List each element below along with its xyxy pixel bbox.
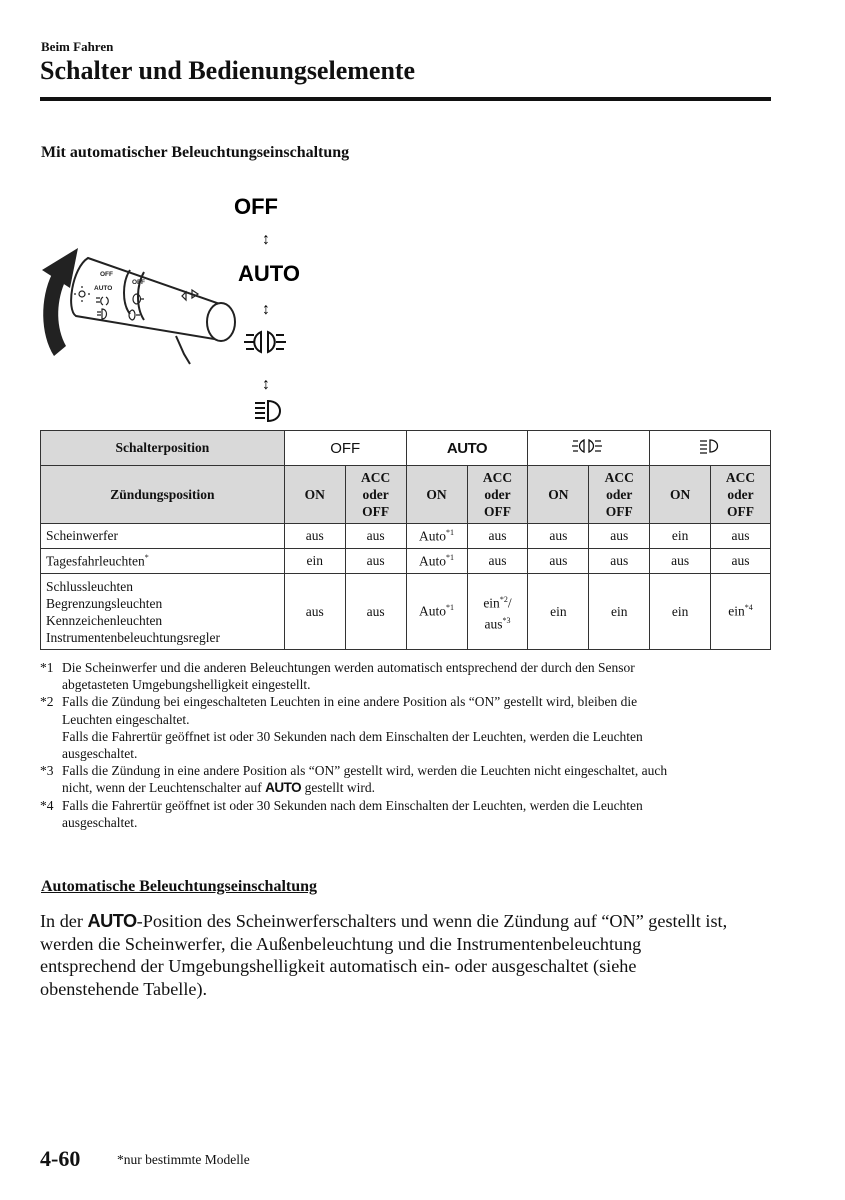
page-title: Schalter und Bedienungselemente <box>40 56 416 85</box>
table-row <box>41 549 771 574</box>
table-row <box>41 524 771 549</box>
table-cell: Auto$^{*1}$ <box>406 524 467 549</box>
footnote-2: *2 Falls die Zündung bei eingeschalteten Leuchten in eine andere Position als “ON” gestellt wird, bleiben die Leuchten eingeschaltet. Falls die Fahrertür geöffnet ist oder 30 Sekunden nach dem Einschalten der Leuchten, werden die Leuchten ausgeschaltet. <box>40 694 643 762</box>
table-cell: aus <box>650 549 711 574</box>
ign-acc-2: ACC oder OFF <box>467 466 528 524</box>
table-cell: aus <box>345 524 406 549</box>
headlight-icon <box>255 401 280 421</box>
table-cell: aus <box>711 524 771 549</box>
table-cell: Auto$^{*1}$ <box>406 574 467 650</box>
ign-on-4: ON <box>650 466 711 524</box>
light-position-table <box>40 430 771 650</box>
table-cell: aus <box>528 524 589 549</box>
ign-acc-1: ACC oder OFF <box>345 466 406 524</box>
stalk-label-off-outer: OFF <box>100 271 113 278</box>
row-label-headlights: Scheinwerfer <box>41 524 285 549</box>
table-cell: ein <box>284 549 345 574</box>
table-cell: aus <box>284 574 345 650</box>
state-arrow-3: ↕ <box>262 376 270 393</box>
state-off-label: OFF <box>234 194 278 219</box>
table-cell: aus <box>284 524 345 549</box>
table-cell: aus <box>345 574 406 650</box>
table-row <box>41 574 771 650</box>
table-cell: aus <box>528 549 589 574</box>
ign-on-2: ON <box>406 466 467 524</box>
table-header-row <box>41 431 771 466</box>
table-cell: ein <box>650 524 711 549</box>
position-headlight <box>650 431 771 466</box>
ign-acc-3: ACC oder OFF <box>589 466 650 524</box>
ignition-position-header: Zündungsposition <box>41 466 285 524</box>
table-cell: aus <box>467 549 528 574</box>
ign-on-3: ON <box>528 466 589 524</box>
state-arrow-2: ↕ <box>262 301 270 318</box>
parking-light-icon <box>571 438 607 454</box>
switch-position-header: Schalterposition <box>41 431 285 466</box>
state-auto-label: AUTO <box>238 261 300 286</box>
ignition-row <box>41 466 771 524</box>
footer-note: *nur bestimmte Modelle <box>117 1152 250 1167</box>
position-off: OFF <box>284 431 406 466</box>
body-paragraph: In der AUTO-Position des Scheinwerferschalters und wenn die Zündung auf “ON” gestellt ist, werden die Scheinwerfer, die Außenbeleuchtung und die Instrumentenbeleuchtung entsprechend der Umgebungshelligkeit automatisch ein- oder ausgeschaltet (siehe obenstehende Tabelle). <box>40 911 728 999</box>
title-rule <box>40 97 771 101</box>
position-parking <box>528 431 650 466</box>
table-cell: aus <box>345 549 406 574</box>
stalk-label-off-inner: OFF <box>132 279 145 286</box>
footnote-1: *1 Die Scheinwerfer und die anderen Beleuchtungen werden automatisch entsprechend der durch den Sensor abgetasteten Umgebungshelligkeit eingestellt. <box>40 660 635 693</box>
stalk-label-auto: AUTO <box>94 285 113 292</box>
headlight-icon <box>698 438 722 454</box>
table-cell: Auto$^{*1}$ <box>406 549 467 574</box>
table-cell: ein <box>589 574 650 650</box>
table-cell: aus <box>589 524 650 549</box>
ign-on-1: ON <box>284 466 345 524</box>
parking-light-icon <box>244 332 286 352</box>
sub-heading: Mit automatischer Beleuchtungseinschaltung <box>41 144 350 161</box>
table-cell: ein <box>650 574 711 650</box>
table-cell: ein <box>528 574 589 650</box>
section-label: Beim Fahren <box>41 39 114 54</box>
table-cell: ein$^{*4}$ <box>711 574 771 650</box>
section-heading: Automatische Beleuchtungseinschaltung <box>41 878 318 895</box>
table-cell: aus <box>711 549 771 574</box>
state-arrow-1: ↕ <box>262 231 270 248</box>
light-switch-diagram <box>36 186 326 426</box>
footnote-4: *4 Falls die Fahrertür geöffnet ist oder 30 Sekunden nach dem Einschalten der Leuchten, werden die Leuchten ausgeschaltet. <box>40 797 643 830</box>
table-cell: aus <box>589 549 650 574</box>
page-number: 4-60 <box>40 1146 81 1171</box>
footnotes <box>40 659 775 831</box>
ign-acc-4: ACC oder OFF <box>711 466 771 524</box>
table-cell: ein$^{*2}$/ aus$^{*3}$ <box>467 574 528 650</box>
table-cell: aus <box>467 524 528 549</box>
footnote-3: *3 Falls die Zündung in eine andere Position als “ON” gestellt wird, werden die Leuchten nicht eingeschaltet, auch nicht, wenn der Leuchtenschalter auf AUTO gestellt wird. <box>40 763 668 796</box>
row-label-tail-lights: Schlussleuchten Begrenzungsleuchten Kennzeichenleuchten Instrumentenbeleuchtungsregler <box>41 574 285 650</box>
switch-stalk <box>71 258 235 364</box>
position-auto: AUTO <box>406 431 528 466</box>
row-label-daytime-lights: Tagesfahrleuchten* <box>41 549 285 574</box>
